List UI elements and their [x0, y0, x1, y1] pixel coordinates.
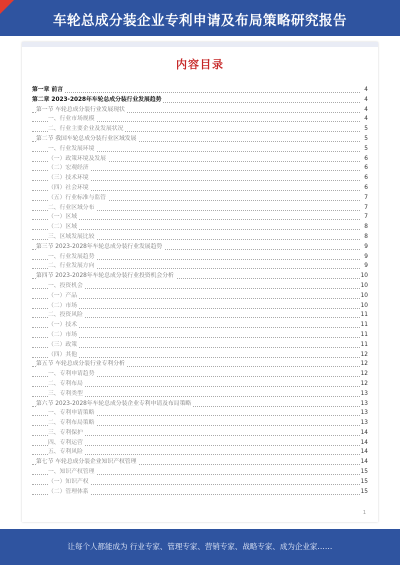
- toc-entry-page: 14: [360, 429, 368, 439]
- toc-entry[interactable]: [32, 351, 368, 361]
- toc-entry-page: 12: [360, 370, 368, 380]
- toc-entry-page: 7: [363, 213, 368, 223]
- toc-entry-label: 三、区域发展比较: [48, 233, 96, 243]
- toc-leader-dots: [32, 219, 360, 220]
- toc-entry[interactable]: [32, 409, 368, 419]
- toc-leader-dots: [32, 92, 360, 93]
- toc-entry-page: 7: [363, 194, 368, 204]
- toc-entry-label: 五、专利风险: [48, 448, 85, 458]
- toc-entry-page: 5: [363, 135, 368, 145]
- toc-entry[interactable]: [32, 400, 368, 410]
- toc-entry-label: 第一节 车轮总成分装行业发展现状: [36, 106, 127, 116]
- toc-entry[interactable]: [32, 174, 368, 184]
- toc-leader-dots: [32, 308, 360, 309]
- toc-entry-page: 10: [360, 282, 368, 292]
- toc-entry-label: 一、专利申请趋势: [48, 370, 96, 380]
- toc-entry[interactable]: [32, 106, 368, 116]
- toc-entry[interactable]: [32, 360, 368, 370]
- toc-entry-page: 13: [360, 419, 368, 429]
- toc-entry-page: 12: [360, 351, 368, 361]
- toc-entry[interactable]: [32, 204, 368, 214]
- toc-entry-page: 15: [360, 478, 368, 488]
- toc-leader-dots: [32, 337, 360, 338]
- toc-entry-page: 5: [363, 145, 368, 155]
- toc-entry-label: （一）政策环境及发展: [48, 155, 108, 165]
- page-number: 1: [362, 510, 366, 516]
- toc-entry-label: （二）市场: [48, 331, 79, 341]
- toc-entry[interactable]: [32, 282, 368, 292]
- toc-entry-label: （四）其他: [48, 351, 79, 361]
- toc-entry[interactable]: [32, 135, 368, 145]
- toc-entry-page: 11: [360, 321, 368, 331]
- toc-entry-label: （一）产品: [48, 292, 79, 302]
- toc-entry[interactable]: [32, 145, 368, 155]
- toc-entry-label: 第五节 车轮总成分装行业专利分析: [36, 360, 127, 370]
- toc-entry-page: 8: [363, 223, 368, 233]
- toc-entry-label: 一、行业市场规模: [48, 115, 96, 125]
- toc-entry-page: 13: [360, 390, 368, 400]
- toc-entry-page: 14: [360, 458, 368, 468]
- toc-entry-page: 7: [363, 204, 368, 214]
- toc-entry-page: 8: [363, 233, 368, 243]
- toc-entry[interactable]: [32, 341, 368, 351]
- toc-entry[interactable]: [32, 233, 368, 243]
- toc-entry-page: 11: [360, 311, 368, 321]
- toc-entry[interactable]: [32, 96, 368, 106]
- toc-entry-page: 9: [363, 243, 368, 253]
- toc-leader-dots: [32, 327, 360, 328]
- toc-entry[interactable]: [32, 243, 368, 253]
- toc-entry-label: 二、专利布局策略: [48, 419, 96, 429]
- toc-entry[interactable]: [32, 390, 368, 400]
- toc-entry-label: 第六节 2023-2028年车轮总成分装企业专利申请及布局策略: [36, 400, 193, 410]
- toc-entry-label: 二、行业主要企业及发展状况: [48, 125, 125, 135]
- toc-entry-page: 12: [360, 360, 368, 370]
- toc-entry[interactable]: [32, 468, 368, 478]
- toc-entry-label: 三、专利保护: [48, 429, 85, 439]
- toc-entry[interactable]: [32, 370, 368, 380]
- toc-leader-dots: [32, 347, 360, 348]
- toc-entry-label: （二）区域: [48, 223, 79, 233]
- toc-entry-page: 15: [360, 468, 368, 478]
- toc-entry-label: 四、专利运营: [48, 439, 85, 449]
- toc-entry-label: 一、行业发展环境: [48, 145, 96, 155]
- toc-entry[interactable]: [32, 380, 368, 390]
- toc-entry[interactable]: [32, 419, 368, 429]
- toc-entry-label: 二、行业发展方向: [48, 262, 96, 272]
- toc-entry-label: 二、专利布局: [48, 380, 85, 390]
- toc-entry[interactable]: [32, 488, 368, 498]
- toc-entry-label: （二）宏观经济: [48, 164, 91, 174]
- toc-entry-page: 14: [360, 448, 368, 458]
- toc-entry-label: 二、投资风险: [48, 311, 85, 321]
- toc-entry[interactable]: [32, 164, 368, 174]
- toc-entry-label: （三）政策: [48, 341, 79, 351]
- toc-entry-label: 二、行业区域分布: [48, 204, 96, 214]
- toc-entry-page: 10: [360, 272, 368, 282]
- toc-entry[interactable]: [32, 223, 368, 233]
- toc-entry[interactable]: [32, 272, 368, 282]
- toc-entry[interactable]: [32, 439, 368, 449]
- toc-entry-label: 一、知识产权管理: [48, 468, 96, 478]
- header-banner: [0, 0, 400, 36]
- toc-entry-label: （一）区域: [48, 213, 79, 223]
- toc-entry-page: 15: [360, 488, 368, 498]
- toc-entry-label: 一、专利申请策略: [48, 409, 96, 419]
- footer-banner: [0, 529, 400, 565]
- toc-entry-label: 一、投资机会: [48, 282, 85, 292]
- toc-entry-label: （一）技术: [48, 321, 79, 331]
- toc-entry-label: （五）行业标准与监管: [48, 194, 108, 204]
- toc-entry-page: 4: [363, 115, 368, 125]
- toc-entry-label: （二）管理体系: [48, 488, 91, 498]
- toc-entry-label: 第三节 2023-2028年车轮总成分装行业发展趋势: [36, 243, 164, 253]
- toc-entry-page: 14: [360, 439, 368, 449]
- toc-entry-page: 9: [363, 253, 368, 263]
- report-title: 车轮总成分装企业专利申请及布局策略研究报告: [53, 13, 347, 29]
- toc-entry-label: 第一章 前言: [32, 86, 65, 96]
- footer-slogan: 让每个人都能成为 行业专家、管理专家、营销专家、战略专家、成为企业家……: [67, 542, 333, 551]
- toc-entry[interactable]: [32, 458, 368, 468]
- document-page: [22, 42, 378, 522]
- toc-entry[interactable]: [32, 125, 368, 135]
- toc-entry[interactable]: [32, 292, 368, 302]
- toc-entry-page: 4: [363, 86, 368, 96]
- toc-entry[interactable]: [32, 302, 368, 312]
- toc-entry-page: 6: [363, 174, 368, 184]
- toc-entry-label: （三）技术环境: [48, 174, 91, 184]
- toc-entry-page: 6: [363, 184, 368, 194]
- toc-entry-label: 三、专利类型: [48, 390, 85, 400]
- toc-entry-page: 4: [363, 106, 368, 116]
- toc-entry[interactable]: [32, 311, 368, 321]
- toc-leader-dots: [32, 298, 360, 299]
- toc-entry-page: 12: [360, 380, 368, 390]
- toc-entry-page: 10: [360, 302, 368, 312]
- toc-entry-page: 4: [363, 96, 368, 106]
- toc-entry[interactable]: [32, 184, 368, 194]
- toc-entry-label: （二）市场: [48, 302, 79, 312]
- toc-entry[interactable]: [32, 262, 368, 272]
- toc-entry-label: （一）知识产权: [48, 478, 91, 488]
- toc-entry-page: 11: [360, 341, 368, 351]
- toc-entry[interactable]: [32, 478, 368, 488]
- toc-entry[interactable]: [32, 194, 368, 204]
- toc-entry-page: 11: [360, 331, 368, 341]
- toc-entry-page: 10: [360, 292, 368, 302]
- toc-entry[interactable]: [32, 86, 368, 96]
- toc-entry-label: 一、行业发展趋势: [48, 253, 96, 263]
- toc-entry[interactable]: [32, 321, 368, 331]
- toc-entry-page: 6: [363, 155, 368, 165]
- toc-entry[interactable]: [32, 429, 368, 439]
- toc-entry[interactable]: [32, 253, 368, 263]
- toc-entry[interactable]: [32, 213, 368, 223]
- toc-entry-label: 第二章 2023-2028年车轮总成分装行业发展趋势: [32, 96, 163, 106]
- toc-title: 内容目录: [176, 58, 224, 71]
- toc-entry-label: 第二节 我国车轮总成分装行业区域发展: [36, 135, 138, 145]
- toc-entry-page: 6: [363, 164, 368, 174]
- toc-entry[interactable]: [32, 115, 368, 125]
- toc-entry-page: 13: [360, 409, 368, 419]
- toc-entry-page: 9: [363, 262, 368, 272]
- page-top-bar: [22, 42, 378, 47]
- toc-entry[interactable]: [32, 448, 368, 458]
- toc-entry[interactable]: [32, 331, 368, 341]
- toc-entry-label: 第四节 2023-2028年车轮总成分装行业投资机会分析: [36, 272, 176, 282]
- toc-entry-label: 第七节 车轮总成分装企业知识产权管理: [36, 458, 138, 468]
- toc-entry[interactable]: [32, 155, 368, 165]
- toc-leader-dots: [32, 357, 360, 358]
- table-of-contents: [32, 86, 368, 497]
- toc-leader-dots: [32, 229, 360, 230]
- toc-entry-label: （四）社会环境: [48, 184, 91, 194]
- toc-entry-page: 5: [363, 125, 368, 135]
- toc-entry-page: 13: [360, 400, 368, 410]
